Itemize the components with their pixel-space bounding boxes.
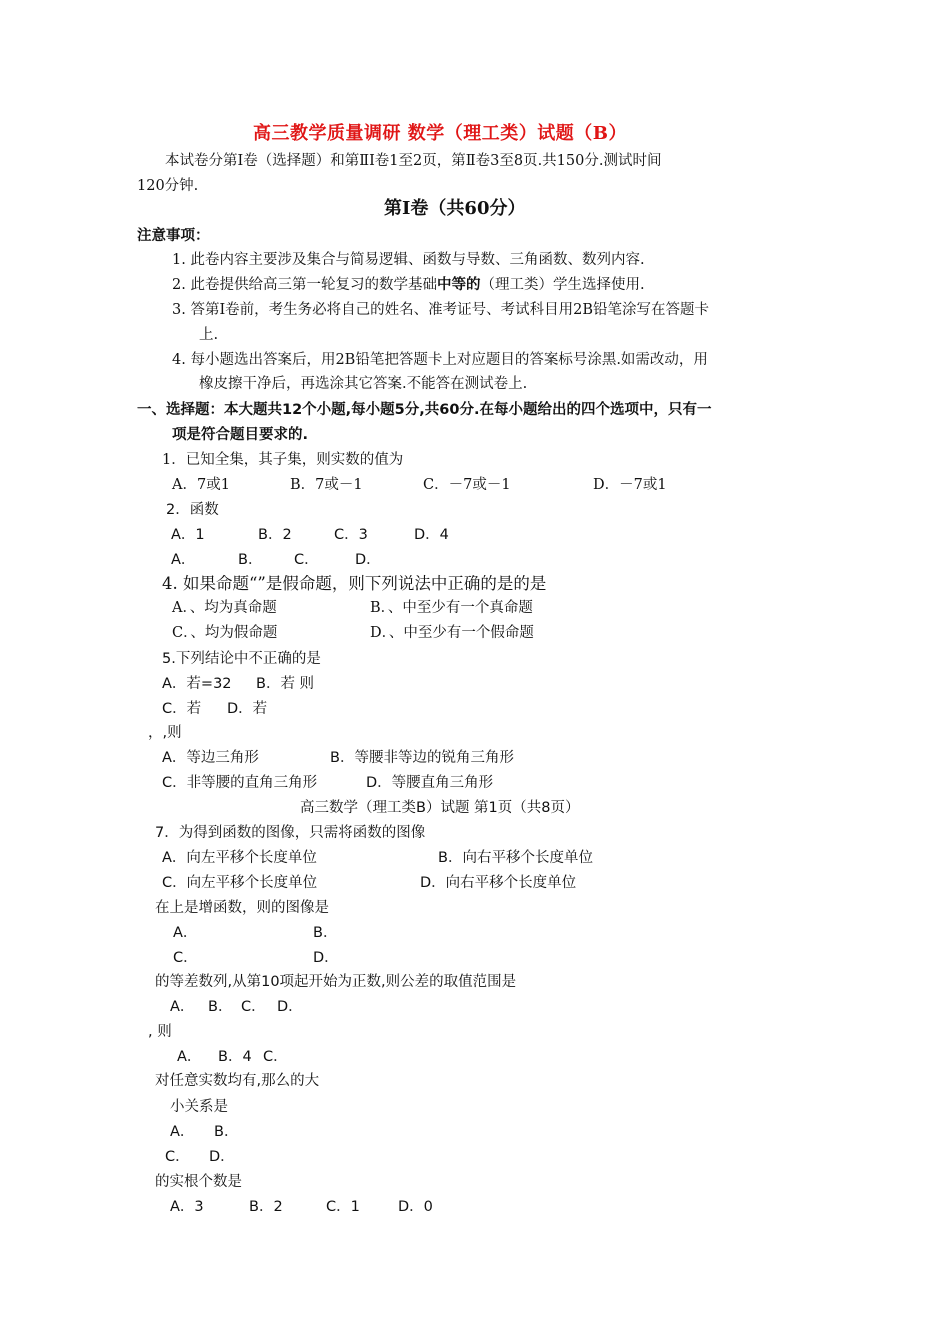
part-title: 第Ⅰ卷（共60分）	[384, 198, 526, 219]
page-title: 高三教学质量调研 数学（理工类）试题（B）	[253, 123, 627, 144]
notice-item-4-cont: 橡皮擦干净后，再选涂其它答案.不能答在测试卷上.	[199, 376, 528, 392]
question-9: 的等差数列,从第10项起开始为正数,则公差的取值范围是	[155, 974, 517, 990]
q9-option-d: D．	[277, 999, 303, 1015]
q5-option-c: C．若	[162, 701, 202, 717]
intro-line-1: 本试卷分第Ⅰ卷（选择题）和第ⅡⅠ卷1至2页，第Ⅱ卷3至8页.共150分.测试时间	[165, 153, 662, 169]
question-4: 4. 如果命题“”是假命题，则下列说法中正确的是的是	[162, 574, 547, 593]
intro-line-2: 120分钟.	[137, 178, 199, 194]
question-12: 的实根个数是	[155, 1174, 242, 1190]
q12-option-b: B．2	[249, 1199, 283, 1215]
q12-option-d: D．0	[398, 1199, 433, 1215]
q10-option-c: C．	[263, 1049, 288, 1065]
q12-option-a: A．3	[170, 1199, 204, 1215]
q9-option-b: B．	[208, 999, 233, 1015]
q8-option-a: A．	[173, 925, 198, 941]
question-11-cont: 小关系是	[170, 1099, 228, 1115]
q9-option-c: C．	[241, 999, 266, 1015]
notice-item-2	[172, 275, 645, 295]
question-6: ，,则	[148, 725, 182, 741]
q2-option-b: B．2	[258, 527, 292, 543]
question-11: 对任意实数均有,那么的大	[155, 1073, 320, 1089]
q8-option-c: C．	[173, 950, 198, 966]
q7-option-d: D．向右平移个长度单位	[420, 875, 577, 891]
q6-option-c: C．非等腰的直角三角形	[162, 775, 318, 791]
q8-option-b: B．	[313, 925, 338, 941]
q5-option-b: B．若 则	[256, 676, 315, 692]
page-footer: 高三数学（理工类B）试题 第1页（共8页）	[300, 800, 580, 816]
q10-option-b: B．4	[218, 1049, 252, 1065]
q3-option-a: A．	[171, 552, 196, 568]
q6-option-a: A．等边三角形	[162, 750, 259, 766]
section-heading-2: 项是符合题目要求的.	[172, 427, 309, 443]
q2-option-c: C．3	[334, 527, 368, 543]
notice-item-2-tail: （理工类）学生选择使用.	[480, 277, 645, 293]
notice-item-1: 1. 此卷内容主要涉及集合与简易逻辑、函数与导数、三角函数、数列内容.	[172, 252, 645, 268]
question-5: 5.下列结论中不正确的是	[162, 651, 321, 667]
q12-option-c: C．1	[326, 1199, 360, 1215]
q6-option-d: D．等腰直角三角形	[366, 775, 494, 791]
q3-option-d: D．	[355, 552, 381, 568]
question-1: 1．已知全集，其子集，则实数的值为	[162, 452, 404, 468]
q10-option-a: A．	[177, 1049, 202, 1065]
notice-item-2-text: 2. 此卷提供给高三第一轮复习的数学基础	[172, 277, 437, 293]
q6-option-b: B．等腰非等边的锐角三角形	[330, 750, 514, 766]
notice-label: 注意事项：	[137, 228, 210, 244]
q7-option-a: A．向左平移个长度单位	[162, 850, 317, 866]
q2-option-d: D．4	[414, 527, 449, 543]
q4-option-c: C．、均为假命题	[172, 625, 278, 641]
section-heading-1: 一、选择题：本大题共12个小题,每小题5分,共60分.在每小题给出的四个选项中，只有一	[137, 402, 712, 418]
q1-option-a: A．7或1	[172, 477, 230, 493]
q9-option-a: A．	[170, 999, 195, 1015]
q5-option-d: D．若	[227, 701, 268, 717]
q11-option-a: A．	[170, 1124, 195, 1140]
q3-option-b: B．	[238, 552, 263, 568]
q2-option-a: A．1	[171, 527, 205, 543]
notice-item-3: 3. 答第Ⅰ卷前，考生务必将自己的姓名、准考证号、考试科目用2B铅笔涂写在答题卡	[172, 302, 710, 318]
q3-option-c: C．	[294, 552, 319, 568]
q4-option-a: A．、均为真命题	[172, 600, 277, 616]
question-2: 2．函数	[166, 502, 219, 518]
q7-option-b: B．向右平移个长度单位	[438, 850, 593, 866]
question-10: , 则	[148, 1024, 172, 1040]
question-7: 7．为得到函数的图像，只需将函数的图像	[155, 825, 426, 841]
q11-option-b: B．	[214, 1124, 239, 1140]
notice-item-2-bold: 中等的	[436, 277, 481, 293]
q4-option-b: B．、中至少有一个真命题	[370, 600, 533, 616]
q8-option-d: D．	[313, 950, 339, 966]
q1-option-d: D．－7或1	[593, 477, 667, 493]
notice-item-3-cont: 上.	[199, 327, 219, 343]
q11-option-d: D．	[209, 1149, 235, 1165]
q7-option-c: C．向左平移个长度单位	[162, 875, 318, 891]
question-8: 在上是增函数，则的图像是	[155, 900, 329, 916]
q1-option-b: B．7或－1	[290, 477, 363, 493]
notice-item-4: 4. 每小题选出答案后，用2B铅笔把答题卡上对应题目的答案标号涂黑.如需改动，用	[172, 352, 708, 368]
q11-option-c: C．	[165, 1149, 190, 1165]
q4-option-d: D．、中至少有一个假命题	[370, 625, 534, 641]
q1-option-c: C．－7或－1	[423, 477, 511, 493]
q5-option-a: A．若=32	[162, 676, 232, 692]
